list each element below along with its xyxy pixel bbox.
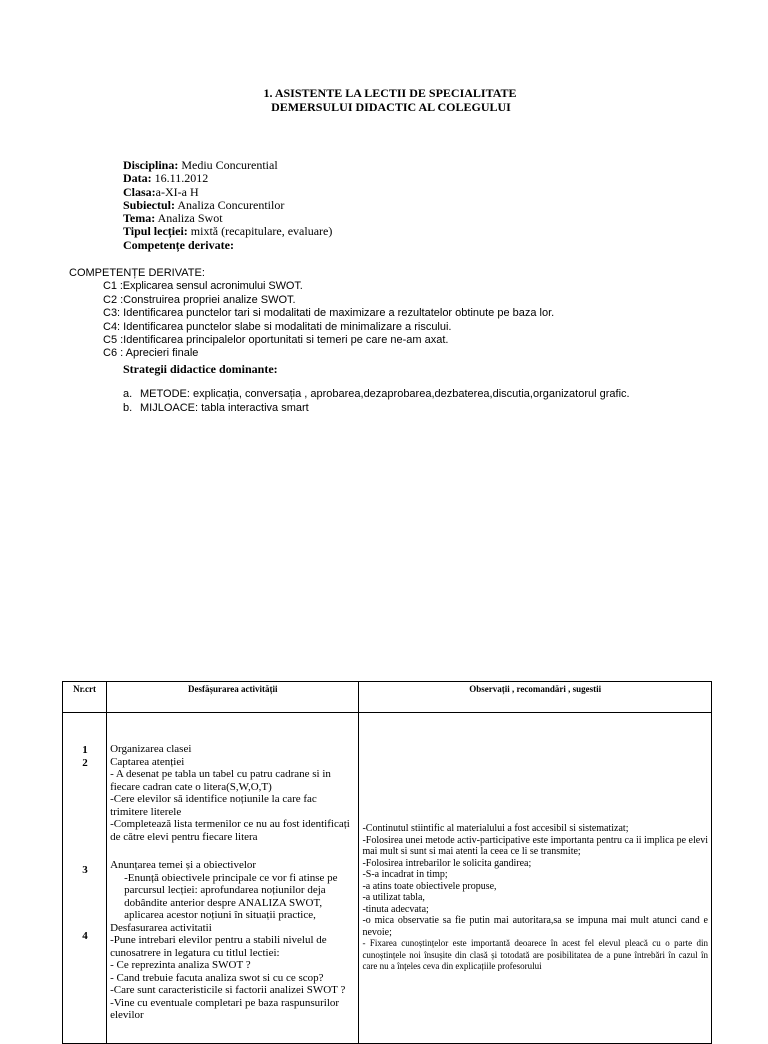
observation-line: -Continutul stiintific al materialului a fost accesibil si sistematizat; xyxy=(362,823,629,834)
info-tema: Tema: Analiza Swot xyxy=(123,211,223,226)
competenta-item: C6 : Aprecieri finale xyxy=(103,347,199,360)
row-number: 2 xyxy=(82,757,88,769)
activity-line: -Enunță obiectivele principale ce vor fi atinse pe parcursul lecției: aprofundarea noțiunilor deja dobândite anterior despre ANALIZA SWOT, aplicarea acestor noțiuni în situații practice, xyxy=(124,871,338,921)
observation-line: -o mica observatie sa fie putin mai autoritara,sa se impuna mai mult atunci cand e nevoie; xyxy=(362,915,708,938)
observation-line: -S-a incadrat in timp; xyxy=(362,869,448,880)
activity-line: -Cere elevilor să identifice noțiunile la care fac trimitere literele xyxy=(110,793,317,818)
lesson-info xyxy=(123,159,332,252)
observation-table xyxy=(62,681,712,1044)
header-nr-crt: Nr.crt xyxy=(63,682,107,713)
numbers-cell xyxy=(63,713,107,1044)
table-header-row xyxy=(63,682,712,713)
activity-line: -Completează lista termenilor ce nu au fost identificați de către elevi pentru fiecare litera xyxy=(110,818,350,843)
list-marker: a. xyxy=(123,388,133,400)
observation-line: -Folosirea intrebarilor le solicita gandirea; xyxy=(362,857,532,869)
activity-line: Desfasurarea activitatii xyxy=(110,921,212,934)
header-desfasurarea: Desfășurarea activității xyxy=(107,682,359,713)
observations-cell xyxy=(359,713,712,1044)
activity-line: Captarea atenției xyxy=(110,755,185,768)
strategie-item: b. MIJLOACE: tabla interactiva smart xyxy=(123,401,309,414)
observation-line: - Fixarea cunoștințelor este importantă deoarece în acest fel elevul pleacă cu o parte din cunoștințele noi însușite din clasă și totodată are posibilitatea de a pune întrebări în cazul în care nu a înțeles ceva din explicațiile profesorului xyxy=(362,938,708,971)
observation-line: -tinuta adecvata; xyxy=(362,903,429,915)
document-title: 1. ASISTENTE LA LECTII DE SPECIALITATE xyxy=(263,86,517,100)
strategii-heading: Strategii didactice dominante: xyxy=(123,362,278,376)
info-clasa: Clasa:a-XI-a H xyxy=(123,184,199,199)
document-subtitle: DEMERSULUI DIDACTIC AL COLEGULUI xyxy=(271,100,511,114)
activity-line: - A desenat pe tabla un tabel cu patru cadrane si in fiecare cadran cate o litera(S,W,O,T) xyxy=(110,768,331,793)
activity-line: - Ce reprezinta analiza SWOT ? xyxy=(110,959,251,971)
competente-heading: COMPETENȚE DERIVATE: xyxy=(69,267,205,279)
table-row xyxy=(63,713,712,1044)
competenta-item: C2 :Construirea propriei analize SWOT. xyxy=(103,293,296,306)
info-competente: Competențe derivate: xyxy=(123,237,234,252)
row-number: 4 xyxy=(82,930,88,942)
competenta-item: C5 :Identificarea principalelor oportunitati si temeri pe care ne-am axat. xyxy=(103,334,449,347)
observation-line: -a atins toate obiectivele propuse, xyxy=(362,880,497,892)
competenta-item: C3: Identificarea punctelor tari si modalitati de maximizare a rezultatelor obtinute pe baza lor. xyxy=(103,307,555,320)
info-disciplina: Disciplina: Mediu Concurential xyxy=(123,158,278,172)
activity-line: - Cand trebuie facuta analiza swot si cu ce scop? xyxy=(110,971,324,984)
activity-line: -Vine cu eventuale completari pe baza raspunsurilor elevilor xyxy=(110,996,340,1021)
strategie-item: a. METODE: explicația, conversația , aprobarea,dezaprobarea,dezbaterea,discutia,organizatorul grafic. xyxy=(123,388,630,400)
activity-line: -Care sunt caracteristicile si factorii analizei SWOT ? xyxy=(110,984,346,996)
activity-cell xyxy=(107,713,359,1044)
info-data: Data: 16.11.2012 xyxy=(123,171,209,186)
competenta-item: C1 :Explicarea sensul acronimului SWOT. xyxy=(103,280,303,293)
activity-line: Organizarea clasei xyxy=(110,743,192,755)
activity-line: Anunțarea temei și a obiectivelor xyxy=(110,859,257,871)
observation-line: -Folosirea unei metode activ-participative este importanta pentru ca ii implica pe elevi mai mult si sunt si mai atenti la ceea ce li se transmite; xyxy=(362,834,708,857)
info-tipul-lectiei: Tipul lecției: mixtă (recapitulare, evaluare) xyxy=(123,224,333,239)
list-marker: b. xyxy=(123,401,133,414)
row-number: 3 xyxy=(82,864,88,876)
row-number: 1 xyxy=(82,744,88,756)
strategii-list xyxy=(123,388,630,415)
info-subiectul: Subiectul: Analiza Concurentilor xyxy=(123,197,285,212)
activity-line: -Pune intrebari elevilor pentru a stabili nivelul de cunosatrere in legatura cu titlul lectiei: xyxy=(110,934,327,959)
observation-line: -a utilizat tabla, xyxy=(362,892,425,903)
competenta-item: C4: Identificarea punctelor slabe si modalitati de minimalizare a riscului. xyxy=(103,320,452,333)
competente-section xyxy=(69,267,554,361)
header-observatii: Observații , recomandări , sugestii xyxy=(359,682,712,713)
